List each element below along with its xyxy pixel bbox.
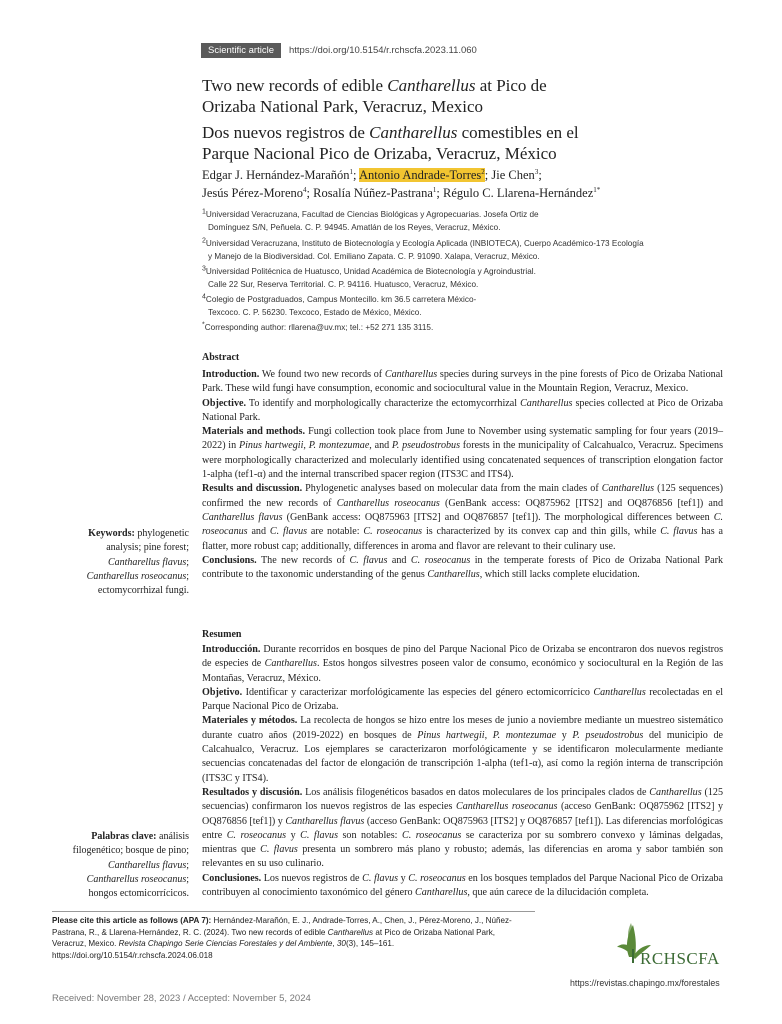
affiliation-4: $^4$Colegio de Postgraduados, Campus Montecillo. km 36.5 carretera México- Texcoco. C. P. 56230. Texcoco, Estado de México, México. xyxy=(202,293,477,317)
abstract-objective: Objective. To identify and morphologically characterize the ectomycorrhizal Cantharellus species collected at Pico de Orizaba National Park. xyxy=(202,397,723,423)
article-header xyxy=(201,43,477,58)
keywords-english: Keywords: phylogenetic analysis; pine forest; Cantharellus flavus; Cantharellus roseocanus; ectomycorrhizal fungi. xyxy=(86,528,189,597)
corresponding-author: *Corresponding author: rllarena@uv.mx; tel.: +52 271 135 3115. xyxy=(202,321,434,332)
resumen-objetivo: Objetivo. Identificar y caracterizar morfológicamente las especies del género ectomicorrícico Cantharellus recolectadas en el Parque Nacional Pico de Orizaba. xyxy=(202,686,723,713)
abstract-introduction: Introduction. We found two new records of Cantharellus species during surveys in the pine forests of Pico de Orizaba National Park. These wild fungi have consumption, economic and sociocultural value in the Mountain Region, Veracruz, Mexico. xyxy=(202,369,723,395)
author: Edgar J. Hernández-Marañón xyxy=(202,168,350,182)
title-spanish: Dos nuevos registros de Cantharellus comestibles en el Parque Nacional Pico de Orizaba, Veracruz, México xyxy=(202,123,579,163)
journal-url-link[interactable]: https://revistas.chapingo.mx/forestales xyxy=(570,978,720,988)
abstract-methods: Materials and methods. Fungi collection took place from June to November using systematic sampling for four years (2019–2022) in Pinus hartwegii, P. montezumae, and P. pseudostrobus forests in the municipality of Calcahualco, Veracruz. Specimens were morphologically characterized and molecularly identified using concatenated sequences of transcription elongation factor 1-alpha (tef1-α) and the internal transcribed spacer region (ITS3C and ITS4). xyxy=(202,426,723,481)
author: Jesús Pérez-Moreno xyxy=(202,186,304,200)
author-highlighted: Antonio Andrade-Torres$^2$ xyxy=(358,167,485,182)
author-list: Edgar J. Hernández-Marañón$^1$; Antonio Andrade-Torres$^2$; Jie Chen$^3$; Jesús Pérez-Moreno$^4$; Rosalía Núñez-Pastrana$^1$; Régulo C. Llarena-Hernández$^{1*}$ xyxy=(202,167,601,200)
author: Jie Chen xyxy=(491,168,535,182)
article-type-tag: Scientific article xyxy=(201,43,281,58)
author: Rosalía Núñez-Pastrana xyxy=(313,186,433,200)
resumen-metodos: Materiales y métodos. La recolecta de hongos se hizo entre los meses de junio a noviembre mediante un muestreo sistemático durante cuatro años (2019-2022) en bosques de Pinus hartwegii, P. montezumae y P. pseudostrobus del municipio de Calcahualco, Veracruz. Los ejemplares se caracterizaron morfológicamente y se identificaron molecularmente mediante secuencias concatenadas del factor de elongación de transcripción 1-alpha (tef1-α), así como la región interna de transcripción (ITS3C y ITS4). xyxy=(202,715,723,784)
abstract-heading: Abstract xyxy=(202,352,240,363)
author: Régulo C. Llarena-Hernández xyxy=(443,186,594,200)
resumen-body xyxy=(202,643,723,900)
affiliation-1: $^1$Universidad Veracruzana, Facultad de Ciencias Biológicas y Agropecuarias. Josefa Ortiz de Domínguez S/N, Peñuela. C. P. 94945. Amatlán de los Reyes, Veracruz, México. xyxy=(202,208,539,232)
received-dates: Received: November 28, 2023 / Accepted: November 5, 2024 xyxy=(52,993,311,1004)
affiliation-3: $^3$Universidad Politécnica de Huatusco, Unidad Académica de Biotecnología y Agroindustrial. Calle 22 Sur, Reserva Territorial. C. P. 94116. Huatusco, Veracruz, México. xyxy=(202,265,536,289)
citation-box: Please cite this article as follows (APA 7): Hernández-Marañón, E. J., Andrade-Torres, A., Chen, J., Pérez-Moreno, J., Núñez-Pastrana, R., & Llarena-Hernández, R. C. (2024). Two new records of edible Cantharellus at Pico de Orizaba National Park, Veracruz, Mexico. Revista Chapingo Serie Ciencias Forestales y del Ambiente, 30(3), 145–161. https://doi.org/10.5154/r.rchscfa.2024.06.018 xyxy=(52,916,512,960)
resumen-resultados: Resultados y discusión. Los análisis filogenéticos basados en datos moleculares de los principales clados de Cantharellus (125 secuencias) confirmaron los nuevos registros de las especies Cantharellus roseocanus (acceso GenBank: OQ875962 [ITS2] y OQ876856 [tef1]) y Cantharellus flavus (acceso GenBank: OQ875963 [ITS2] y OQ876857 [tef1]). Las diferencias morfológicas entre C. roseocanus y C. flavus son notables: C. roseocanus se caracteriza por su sombrero convexo y láminas delgadas, mientras que C. flavus presenta un sombrero más plano y robusto; además, las diferencias en aroma y sabor también son relevantes en su uso culinario. xyxy=(202,786,724,870)
doi-link[interactable]: https://doi.org/10.5154/r.rchscfa.2023.11.060 xyxy=(289,45,477,56)
keywords-spanish: Palabras clave: análisis filogenético; bosque de pino; Cantharellus flavus; Cantharellus roseocanus; hongos ectomicorrícicos. xyxy=(72,831,189,900)
resumen-introduccion: Introducción. Durante recorridos en bosques de pino del Parque Nacional Pico de Orizaba se encontraron dos nuevos registros de especies de Cantharellus. Estos hongos silvestres poseen valor de consumo, económico y sociocultural en la Región de las Montañas, Veracruz, México. xyxy=(202,644,723,684)
citation-divider xyxy=(52,911,535,912)
abstract-conclusions: Conclusions. The new records of C. flavus and C. roseocanus in the temperate forests of Pico de Orizaba National Park contribute to the taxonomic understanding of the genus Cantharellus, which still lacks complete elucidation. xyxy=(202,554,724,581)
title-english: Two new records of edible Cantharellus at Pico de Orizaba National Park, Veracruz, Mexico xyxy=(202,76,547,116)
resumen-heading: Resumen xyxy=(202,629,242,640)
journal-logo-text: RCHSCFA xyxy=(640,949,720,968)
abstract-results: Results and discussion. Phylogenetic analyses based on molecular data from the main clades of Cantharellus (125 sequences) confirmed the new records of Cantharellus roseocanus (GenBank access: OQ875962 [ITS2] and OQ876856 [tef1]) and Cantharellus flavus (GenBank access: OQ875963 [ITS2] and OQ876857 [tef1]). The morphological differences between C. roseocanus and C. flavus are notable: C. roseocanus is characterized by its convex cap and thin gills, while C. flavus has a flatter, more robust cap; additionally, differences in aroma and flavor are relevant to their culinary use. xyxy=(202,483,724,552)
affiliation-2: $^2$Universidad Veracruzana, Instituto de Biotecnología y Ecología Aplicada (INBIOTECA), Cuerpo Académico-173 Ecología y Manejo de la Biodiversidad. Col. Emiliano Zapata. C. P. 91090. Xalapa, Veracruz, México. xyxy=(202,237,644,261)
abstract-body xyxy=(202,368,723,582)
resumen-conclusiones: Conclusiones. Los nuevos registros de C. flavus y C. roseocanus en los bosques templados del Parque Nacional Pico de Orizaba contribuyen al conocimiento taxonómico del género Cantharellus, que aún carece de la dilucidación completa. xyxy=(202,872,723,899)
